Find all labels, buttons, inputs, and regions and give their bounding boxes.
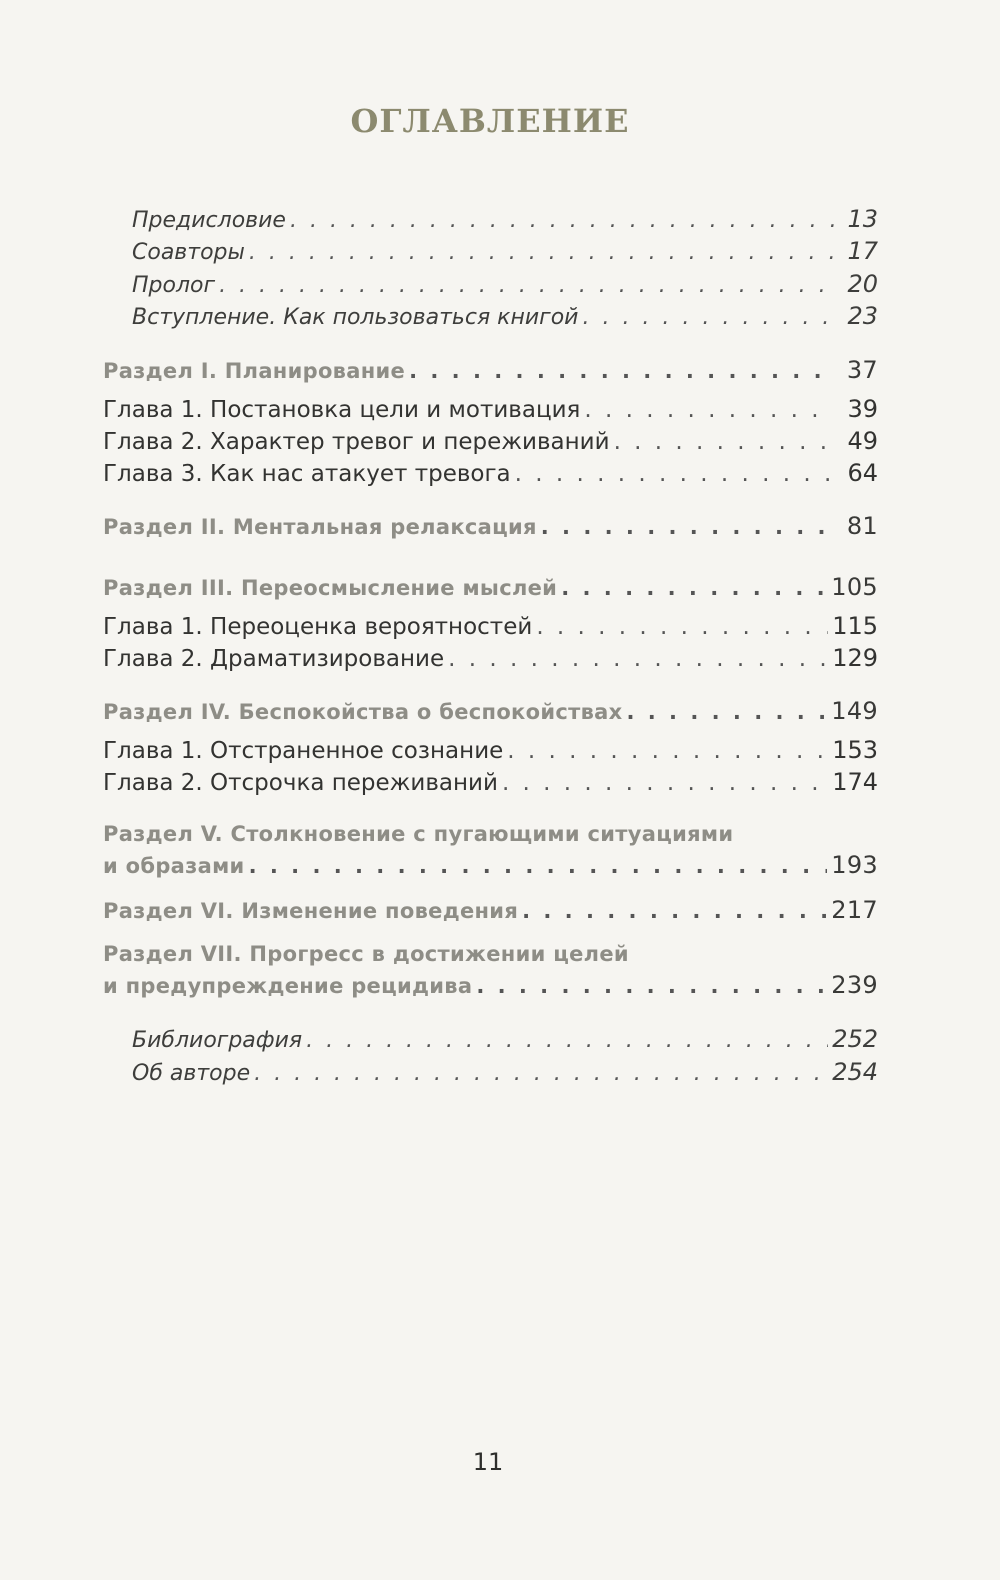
toc-chapter-label: Глава 1. Постановка цели и мотивация — [103, 397, 581, 423]
dot-leader — [448, 646, 828, 672]
dot-leader — [409, 359, 834, 383]
toc-entry-about-author[interactable] — [132, 1058, 878, 1086]
dot-leader — [507, 738, 828, 764]
toc-entry-page: 217 — [831, 896, 878, 924]
toc-section-label: Раздел I. Планирование — [103, 359, 406, 383]
toc-entry-label: Об авторе — [132, 1061, 251, 1086]
toc-entry-page: 254 — [832, 1058, 878, 1086]
dot-leader — [614, 429, 834, 455]
dot-leader — [561, 576, 827, 600]
toc-section-label: и предупреждение рецидива — [103, 974, 473, 998]
toc-section-3[interactable] — [103, 573, 878, 601]
dot-leader — [536, 614, 828, 640]
toc-section-label: Раздел VI. Изменение поведения — [103, 899, 519, 923]
toc-chapter-3-1[interactable] — [103, 612, 878, 640]
toc-chapter-label: Глава 1. Переоценка вероятностей — [103, 614, 533, 640]
toc-entry-bibliography[interactable] — [132, 1025, 878, 1053]
toc-chapter-4-2[interactable] — [103, 768, 878, 796]
toc-entry-page: 13 — [847, 205, 878, 233]
toc-chapter-label: Глава 1. Отстраненное сознание — [103, 738, 504, 764]
toc-entry-label: Библиография — [132, 1028, 303, 1053]
toc-section-6[interactable] — [103, 896, 878, 924]
toc-entry-introduction[interactable] — [132, 302, 878, 330]
toc-chapter-label: Глава 2. Драматизирование — [103, 646, 445, 672]
toc-chapter-label: Глава 2. Характер тревог и переживаний — [103, 429, 610, 455]
toc-entry-page: 105 — [831, 573, 878, 601]
dot-leader — [306, 1028, 828, 1053]
toc-chapter-1-1[interactable] — [103, 395, 878, 423]
toc-chapter-1-3[interactable] — [103, 459, 878, 487]
toc-entry-page: 81 — [846, 512, 878, 540]
toc-entry-label: Пролог — [132, 273, 216, 298]
dot-leader — [249, 240, 834, 265]
toc-section-label: Раздел III. Переосмысление мыслей — [103, 576, 558, 600]
toc-section-7[interactable] — [103, 971, 878, 999]
toc-chapter-label: Глава 3. Как нас атакует тревога — [103, 461, 511, 487]
toc-entry-preface[interactable] — [132, 205, 878, 233]
dot-leader — [502, 770, 828, 796]
toc-entry-page: 174 — [832, 768, 878, 796]
page-number: 11 — [472, 1448, 504, 1476]
toc-entry-page: 193 — [831, 851, 878, 879]
toc-section-label: Раздел II. Ментальная релаксация — [103, 515, 537, 539]
dot-leader — [219, 273, 834, 298]
toc-section-label: и образами — [103, 854, 245, 878]
dot-leader — [476, 974, 827, 998]
dot-leader — [626, 700, 827, 724]
toc-entry-page: 239 — [831, 971, 878, 999]
toc-entry-page: 115 — [832, 612, 878, 640]
dot-leader — [522, 899, 827, 923]
toc-entry-page: 153 — [832, 736, 878, 764]
toc-section-5-line1: Раздел V. Столкновение с пугающими ситуациями — [103, 822, 734, 846]
toc-section-4[interactable] — [103, 697, 878, 725]
toc-entry-page: 23 — [847, 302, 878, 330]
dot-leader — [515, 461, 834, 487]
toc-chapter-3-2[interactable] — [103, 644, 878, 672]
toc-entry-page: 149 — [831, 697, 878, 725]
toc-entry-prologue[interactable] — [132, 270, 878, 298]
toc-section-5[interactable] — [103, 851, 878, 879]
dot-leader — [584, 397, 834, 423]
toc-chapter-label: Глава 2. Отсрочка переживаний — [103, 770, 498, 796]
dot-leader — [249, 854, 828, 878]
toc-entry-page: 39 — [847, 395, 878, 423]
toc-entry-coauthors[interactable] — [132, 237, 878, 265]
toc-entry-label: Предисловие — [132, 208, 286, 233]
toc-entry-label: Вступление. Как пользоваться книгой — [132, 305, 579, 330]
toc-entry-page: 129 — [832, 644, 878, 672]
toc-title: ОГЛАВЛЕНИЕ — [350, 102, 630, 140]
toc-entry-page: 20 — [847, 270, 878, 298]
toc-section-label: Раздел IV. Беспокойства о беспокойствах — [103, 700, 623, 724]
toc-section-1[interactable] — [103, 356, 878, 384]
toc-section-7-line1: Раздел VII. Прогресс в достижении целей — [103, 942, 629, 966]
dot-leader — [582, 305, 834, 330]
toc-section-2[interactable] — [103, 512, 878, 540]
dot-leader — [290, 208, 834, 233]
toc-chapter-4-1[interactable] — [103, 736, 878, 764]
toc-entry-page: 17 — [847, 237, 878, 265]
toc-entry-page: 49 — [847, 427, 878, 455]
toc-entry-label: Соавторы — [132, 240, 245, 265]
dot-leader — [541, 515, 834, 539]
toc-entry-page: 64 — [847, 459, 878, 487]
toc-entry-page: 37 — [846, 356, 878, 384]
toc-chapter-1-2[interactable] — [103, 427, 878, 455]
toc-entry-page: 252 — [832, 1025, 878, 1053]
dot-leader — [254, 1061, 828, 1086]
